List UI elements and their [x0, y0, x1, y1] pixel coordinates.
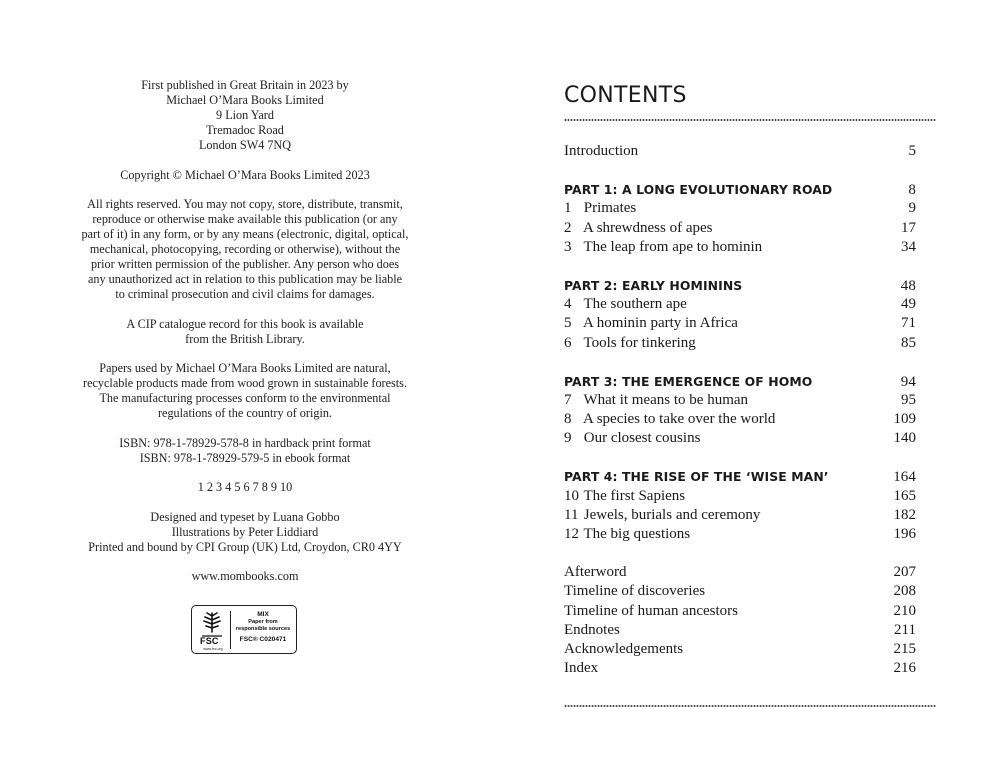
- page-number: 5: [908, 143, 916, 159]
- toc-entry-label: [564, 563, 626, 582]
- page-number: 182: [893, 506, 916, 523]
- imprint-line: any unauthorized act in relation to this publication may be liable: [87, 272, 403, 286]
- page-number: 8: [908, 182, 916, 199]
- toc-entry-label: [564, 506, 760, 525]
- toc-entry-label: [564, 276, 742, 295]
- imprint-line: All rights reserved. You may not copy, store, distribute, transmit,: [87, 197, 403, 211]
- isbn-block: [70, 436, 420, 466]
- printing-line: [70, 480, 420, 495]
- toc-entry: [564, 391, 916, 410]
- imprint-line: 9 Lion Yard: [216, 108, 274, 122]
- fsc-paper-line1: Paper from: [248, 619, 278, 625]
- fsc-website: www.fsc.org: [203, 647, 223, 651]
- group-spacer: [564, 544, 916, 563]
- rights-notice: [70, 197, 420, 302]
- toc-entry: [564, 506, 916, 525]
- fsc-mix: MIX: [257, 611, 269, 618]
- chapter-number: 1: [564, 200, 572, 217]
- chapter-number: 12: [564, 526, 579, 542]
- page-number: 196: [893, 526, 916, 542]
- toc-entry: [564, 142, 916, 161]
- toc-part-heading: [564, 467, 916, 486]
- toc-entry: [564, 563, 916, 582]
- entry-title: Our closest cousins: [583, 430, 701, 447]
- imprint-line: Copyright © Michael O’Mara Books Limited 2023: [120, 167, 370, 182]
- chapter-number: 5: [564, 315, 572, 332]
- page-number: 49: [901, 296, 916, 313]
- toc-entry: [564, 410, 916, 429]
- paper-notice: [70, 361, 420, 421]
- fsc-logo: [191, 605, 297, 654]
- toc-entry-label: [564, 199, 636, 218]
- entry-title: A hominin party in Africa: [582, 315, 738, 332]
- entry-title: What it means to be human: [583, 391, 749, 408]
- toc-entry-label: [564, 582, 705, 601]
- chapter-number: 3: [564, 238, 572, 255]
- toc-entry-label: [564, 372, 812, 391]
- part-title: PART 4: THE RISE OF THE ‘WISE MAN’: [564, 469, 829, 485]
- page-number: 164: [893, 469, 916, 486]
- toc-entry: [564, 295, 916, 314]
- website-line: [70, 569, 420, 584]
- toc-entry: [564, 314, 916, 333]
- toc-entry: [564, 334, 916, 353]
- group-spacer: [564, 161, 916, 180]
- toc-entry: [564, 525, 916, 544]
- imprint-line: London SW4 7NQ: [198, 138, 292, 152]
- page-number: 17: [901, 219, 916, 236]
- toc-part-heading: [564, 372, 916, 391]
- toc-entry-label: [564, 410, 775, 429]
- entry-title: Introduction: [564, 143, 639, 159]
- entry-title: The first Sapiens: [583, 487, 686, 504]
- toc-entry: [564, 487, 916, 506]
- fsc-divider: [230, 611, 231, 649]
- entry-title: Afterword: [564, 564, 627, 581]
- imprint-line: Tremadoc Road: [206, 123, 284, 137]
- chapter-number: 7: [564, 391, 572, 408]
- imprint-line: Michael O’Mara Books Limited: [166, 93, 324, 107]
- toc-entry-label: [564, 659, 598, 678]
- imprint-line: 1 2 3 4 5 6 7 8 9 10: [197, 480, 293, 494]
- page-number: 210: [893, 602, 916, 619]
- page-number: 9: [908, 200, 916, 217]
- toc-entry-label: [564, 621, 620, 640]
- toc-entry: [564, 199, 916, 218]
- part-title: PART 3: THE EMERGENCE OF HOMO: [564, 373, 813, 389]
- imprint-line: ISBN: 978-1-78929-579-5 in ebook format: [139, 450, 351, 465]
- group-spacer: [564, 257, 916, 276]
- imprint-line: The manufacturing processes conform to the environmental: [99, 391, 391, 405]
- page-number: 215: [893, 640, 916, 657]
- fsc-paper-line2: responsible sources: [235, 625, 291, 632]
- page-number: 94: [900, 373, 916, 390]
- entry-title: Primates: [583, 200, 637, 217]
- part-title: PART 2: EARLY HOMININS: [564, 277, 743, 293]
- toc-entry: [564, 582, 916, 601]
- toc-entry-label: [564, 525, 690, 544]
- cip-notice: [70, 317, 420, 347]
- entry-title: Timeline of discoveries: [564, 583, 706, 600]
- page-number: 34: [901, 238, 916, 255]
- page-number: 207: [893, 564, 916, 581]
- toc-entry-label: [564, 429, 700, 448]
- publisher-block: [70, 78, 420, 153]
- chapter-number: 9: [564, 430, 572, 447]
- chapter-number: 8: [564, 411, 572, 428]
- entry-title: Acknowledgements: [564, 640, 684, 657]
- toc-entry-label: [564, 180, 832, 199]
- imprint-line: prior written permission of the publisher. Any person who does: [90, 257, 400, 271]
- toc-part-heading: [564, 180, 916, 199]
- toc-entry-label: [564, 467, 829, 486]
- page-number: 165: [893, 487, 916, 504]
- contents-list: [564, 142, 916, 678]
- entry-title: A shrewdness of apes: [582, 219, 713, 236]
- page-number: 95: [901, 391, 916, 408]
- dotted-rule-top: [564, 119, 936, 121]
- imprint-line: part of it) in any form, or by any means (electronic, digital, optical,: [81, 227, 409, 241]
- toc-entry-label: [564, 142, 638, 161]
- chapter-number: 10: [564, 487, 579, 504]
- copyright-notice: [70, 168, 420, 183]
- entry-title: Jewels, burials and ceremony: [583, 506, 761, 523]
- imprint-line: A CIP catalogue record for this book is available: [126, 316, 364, 331]
- entry-title: The southern ape: [583, 296, 687, 313]
- imprint-line: Illustrations by Peter Liddiard: [171, 524, 319, 539]
- fsc-code: FSC® C020471: [239, 636, 287, 643]
- imprint-line: reproduce or otherwise make available this publication (or any: [92, 212, 398, 226]
- toc-entry: [564, 659, 916, 678]
- toc-entry-label: [564, 487, 685, 506]
- imprint-page: [70, 78, 420, 599]
- toc-entry-label: [564, 219, 713, 238]
- imprint-line: www.mombooks.com: [191, 569, 299, 583]
- chapter-number: 4: [564, 296, 572, 313]
- page-number: 48: [900, 277, 916, 294]
- imprint-line: Papers used by Michael O’Mara Books Limited are natural,: [99, 361, 391, 375]
- entry-title: The big questions: [583, 526, 691, 542]
- toc-entry: [564, 640, 916, 659]
- toc-entry: [564, 621, 916, 640]
- toc-entry: [564, 238, 916, 257]
- imprint-line: recyclable products made from wood grown in sustainable forests.: [83, 376, 407, 390]
- chapter-number: 2: [564, 219, 572, 236]
- entry-title: A species to take over the world: [582, 411, 776, 428]
- toc-entry-label: [564, 334, 696, 353]
- contents-page: [564, 80, 916, 678]
- toc-entry-label: [564, 314, 738, 333]
- entry-title: Timeline of human ancestors: [564, 602, 739, 619]
- credits-block: [70, 510, 420, 555]
- toc-entry-label: [564, 391, 748, 410]
- chapter-number: 11: [564, 506, 579, 523]
- dotted-rule-bottom: [564, 705, 936, 707]
- toc-entry: [564, 602, 916, 621]
- chapter-number: 6: [564, 334, 572, 351]
- imprint-line: from the British Library.: [185, 331, 305, 346]
- entry-title: Endnotes: [564, 621, 620, 638]
- toc-entry-label: [564, 602, 738, 621]
- entry-title: Index: [564, 660, 599, 677]
- imprint-line: to criminal prosecution and civil claims for damages.: [115, 287, 375, 301]
- entry-title: Tools for tinkering: [583, 334, 696, 351]
- part-title: PART 1: A LONG EVOLUTIONARY ROAD: [564, 182, 833, 198]
- page-number: 85: [901, 334, 916, 351]
- imprint-line: mechanical, photocopying, recording or otherwise), without the: [89, 242, 401, 256]
- imprint-line: Designed and typeset by Luana Gobbo: [150, 509, 340, 524]
- page-number: 109: [893, 411, 916, 428]
- toc-entry: [564, 429, 916, 448]
- toc-entry-label: [564, 238, 762, 257]
- imprint-line: First published in Great Britain in 2023 by: [141, 78, 349, 92]
- page-number: 208: [893, 583, 916, 600]
- imprint-line: regulations of the country of origin.: [158, 406, 332, 420]
- toc-entry-label: [564, 295, 687, 314]
- toc-part-heading: [564, 276, 916, 295]
- toc-entry-label: [564, 640, 683, 659]
- group-spacer: [564, 448, 916, 467]
- entry-title: The leap from ape to hominin: [583, 238, 763, 255]
- page-number: 216: [893, 660, 916, 677]
- page-number: 71: [901, 315, 916, 332]
- fsc-label-block: [232, 611, 294, 644]
- fsc-mark-text: FSC: [200, 636, 219, 646]
- contents-title: CONTENTS: [564, 83, 687, 108]
- imprint-line: Printed and bound by CPI Group (UK) Ltd, Croydon, CR0 4YY: [88, 539, 402, 554]
- group-spacer: [564, 353, 916, 372]
- toc-entry: [564, 219, 916, 238]
- imprint-line: ISBN: 978-1-78929-578-8 in hardback print format: [119, 435, 371, 450]
- page-number: 211: [894, 621, 916, 638]
- page-number: 140: [893, 430, 916, 447]
